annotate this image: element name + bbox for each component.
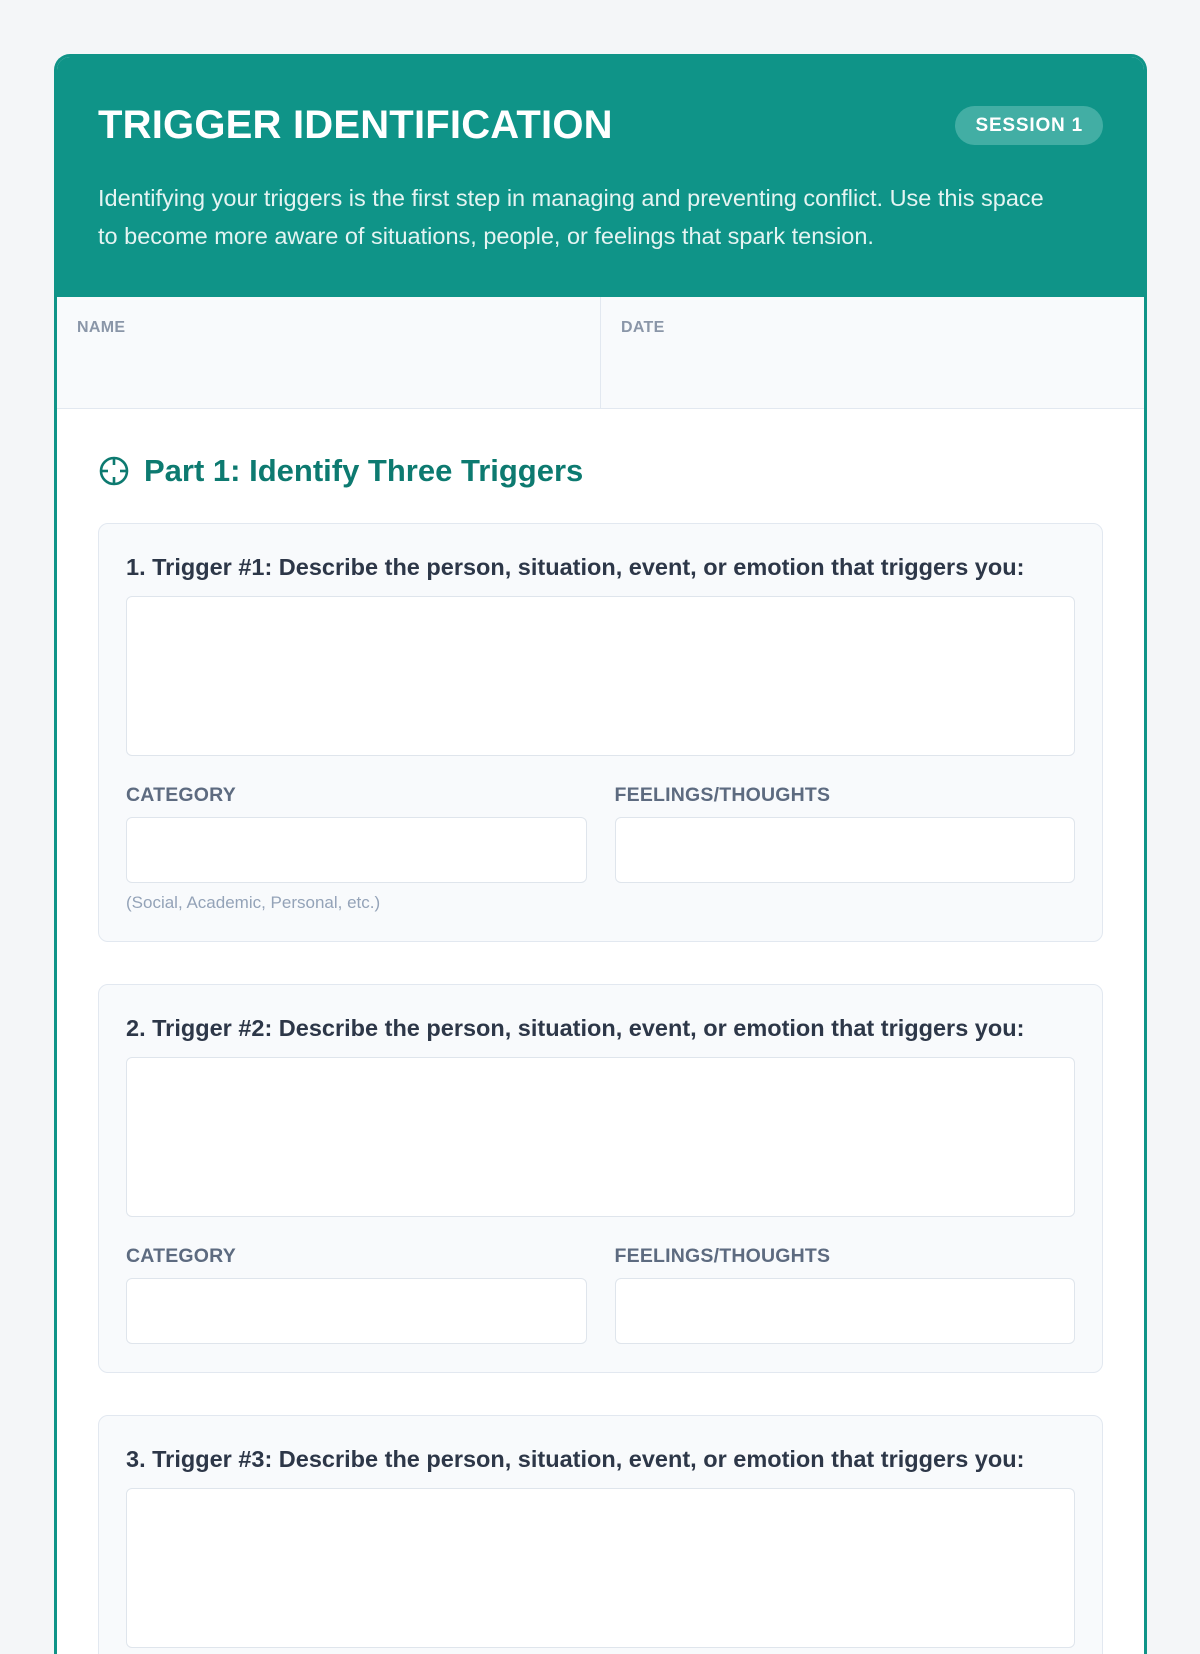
trigger-3-description-input[interactable] bbox=[126, 1488, 1075, 1648]
date-label: DATE bbox=[621, 319, 665, 336]
feelings-label: FEELINGS/THOUGHTS bbox=[614, 1245, 831, 1267]
trigger-3-question: 3. Trigger #3: Describe the person, situation, event, or emotion that triggers you: bbox=[126, 1446, 1025, 1472]
trigger-1-description-input[interactable] bbox=[126, 596, 1075, 756]
trigger-2-category-input[interactable] bbox=[126, 1278, 587, 1344]
trigger-2-category bbox=[126, 1245, 587, 1344]
page-title: TRIGGER IDENTIFICATION bbox=[98, 103, 613, 147]
feelings-label: FEELINGS/THOUGHTS bbox=[614, 784, 831, 806]
trigger-1-category bbox=[126, 784, 587, 913]
category-hint: (Social, Academic, Personal, etc.) bbox=[126, 893, 381, 912]
target-icon bbox=[98, 455, 130, 487]
intro-text: Identifying your triggers is the first step in managing and preventing conflict. Use this space to become more aware of situations, people, or feelings that spark tension. bbox=[98, 185, 1044, 249]
name-label: NAME bbox=[77, 319, 126, 336]
category-label: CATEGORY bbox=[126, 1245, 236, 1267]
trigger-2-feelings-input[interactable] bbox=[615, 1278, 1076, 1344]
trigger-1-card bbox=[98, 523, 1103, 942]
session-badge: SESSION 1 bbox=[955, 106, 1103, 145]
section-title: Part 1: Identify Three Triggers bbox=[144, 453, 584, 488]
worksheet-card bbox=[54, 54, 1147, 1654]
worksheet-header bbox=[57, 57, 1144, 297]
name-field[interactable] bbox=[57, 297, 600, 408]
trigger-1-question: 1. Trigger #1: Describe the person, situation, event, or emotion that triggers you: bbox=[126, 554, 1025, 580]
trigger-1-category-input[interactable] bbox=[126, 817, 587, 883]
trigger-3-card bbox=[98, 1415, 1103, 1654]
trigger-2-fields bbox=[126, 1245, 1075, 1344]
date-field[interactable] bbox=[600, 297, 1144, 408]
name-date-row bbox=[57, 297, 1144, 409]
part-1-section bbox=[57, 409, 1144, 1654]
trigger-2-description-input[interactable] bbox=[126, 1057, 1075, 1217]
trigger-1-feelings bbox=[615, 784, 1076, 913]
trigger-2-card bbox=[98, 984, 1103, 1373]
trigger-2-question: 2. Trigger #2: Describe the person, situation, event, or emotion that triggers you: bbox=[126, 1015, 1025, 1041]
trigger-2-feelings bbox=[615, 1245, 1076, 1344]
trigger-1-feelings-input[interactable] bbox=[615, 817, 1076, 883]
category-label: CATEGORY bbox=[126, 784, 236, 806]
section-heading bbox=[98, 453, 1103, 489]
trigger-1-fields bbox=[126, 784, 1075, 913]
